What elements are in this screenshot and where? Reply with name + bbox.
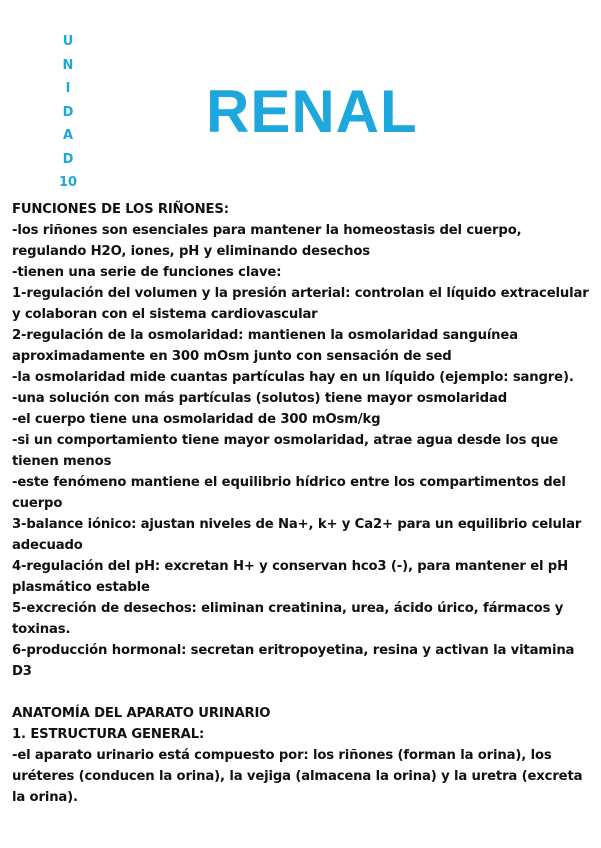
text-line: adecuado [12, 538, 83, 553]
text-line: tienen menos [12, 454, 112, 469]
text-line: -el aparato urinario está compuesto por: los riñones (forman la orina), los [12, 748, 552, 763]
text-line: D3 [12, 664, 32, 679]
text-line: 4-regulación del pH: excretan H+ y conservan hco3 (-), para mantener el pH [12, 559, 568, 574]
unit-letter: D [62, 151, 74, 167]
text-line: -este fenómeno mantiene el equilibrio hídrico entre los compartimentos del [12, 475, 566, 490]
text-line: -los riñones son esenciales para mantener la homeostasis del cuerpo, [12, 223, 522, 238]
text-line: 5-excreción de desechos: eliminan creatinina, urea, ácido úrico, fármacos y [12, 601, 564, 616]
text-line: plasmático estable [12, 580, 150, 595]
unit-letter: A [62, 128, 74, 143]
text-line: -si un comportamiento tiene mayor osmolaridad, atrae agua desde los que [12, 433, 559, 448]
text-line: -tienen una serie de funciones clave: [12, 265, 282, 280]
text-line: -la osmolaridad mide cuantas partículas hay en un líquido (ejemplo: sangre). [12, 370, 574, 385]
text-line: aproximadamente en 300 mOsm junto con sensación de sed [12, 349, 452, 364]
text-line: regulando H2O, iones, pH y eliminando desechos [12, 244, 370, 259]
text-line: -una solución con más partículas (solutos) tiene mayor osmolaridad [12, 391, 507, 406]
page-title: RENAL [206, 78, 418, 145]
unit-letter: U [62, 34, 74, 49]
unit-letter: N [62, 57, 74, 73]
text-line: 1-regulación del volumen y la presión arterial: controlan el líquido extracelular [12, 286, 589, 301]
section-heading: ANATOMÍA DEL APARATO URINARIO [12, 706, 271, 721]
document-body [12, 199, 597, 808]
unit-letter: D [62, 104, 74, 120]
text-line: 2-regulación de la osmolaridad: mantienen la osmolaridad sanguínea [12, 328, 518, 343]
unit-letter: I [65, 81, 71, 96]
section-spacer [12, 682, 597, 703]
text-line: toxinas. [12, 622, 71, 637]
text-line: -el cuerpo tiene una osmolaridad de 300 mOsm/kg [12, 412, 381, 427]
unit-number: 10 [58, 175, 78, 190]
text-line: 6-producción hormonal: secretan eritropoyetina, resina y activan la vitamina [12, 643, 575, 658]
text-line: y colaboran con el sistema cardiovascular [12, 307, 318, 322]
text-line: uréteres (conducen la orina), la vejiga (almacena la orina) y la uretra (excreta [12, 769, 583, 784]
text-line: 3-balance iónico: ajustan niveles de Na+, k+ y Ca2+ para un equilibrio celular [12, 517, 582, 532]
text-line: cuerpo [12, 496, 63, 511]
section-heading: FUNCIONES DE LOS RIÑONES: [12, 202, 229, 217]
section-subheading: 1. ESTRUCTURA GENERAL: [12, 727, 205, 742]
text-line: la orina). [12, 790, 78, 805]
unit-vertical-label [56, 30, 80, 195]
